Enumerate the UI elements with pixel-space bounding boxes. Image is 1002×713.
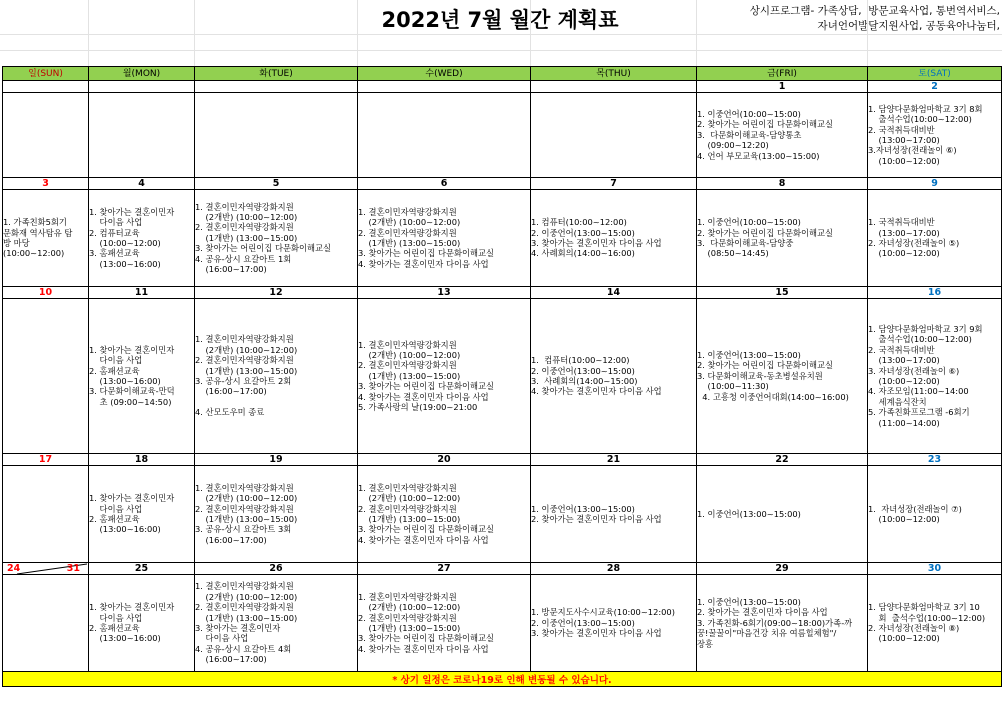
calendar-body <box>3 81 1002 672</box>
events-cell-wed <box>358 575 531 672</box>
event-line: (2개반) (10:00~12:00) <box>195 493 298 504</box>
events-cell-thu <box>531 575 697 672</box>
event-line: 2. 자녀성장(전래놀이 ⑤) <box>868 238 960 248</box>
event-line: (16:00~17:00) <box>195 654 267 665</box>
event-line: 4. 공유-상시 요갈아트 4회 <box>195 643 292 654</box>
date-cell-sat: 16 <box>868 287 1002 299</box>
date-cell-wed: 13 <box>358 287 531 299</box>
event-line: (1개반) (13:00~15:00) <box>358 238 461 248</box>
date-cell-fri: 15 <box>697 287 868 299</box>
event-line: 다이음 사업 <box>89 217 143 228</box>
event-line: 세계음식잔치 <box>868 396 927 407</box>
event-line: 2. 찾아가는 어린이집 다문화이해교실 <box>697 119 834 130</box>
weekday-header-mon: 월(MON) <box>89 67 195 81</box>
event-line: (13:00~17:00) <box>868 135 940 145</box>
event-line: 1. 담양다문화엄마학교 3기 10 <box>868 602 980 613</box>
event-line: (1개반) (13:00~15:00) <box>358 623 461 633</box>
event-line: 1. 이중언어(13:00~15:00) <box>531 503 635 514</box>
events-cell-mon <box>89 466 195 563</box>
event-line: 3. 찾아가는 어린이집 다문화이해교실 <box>358 381 495 392</box>
event-line: 3. 다문화이해교육-만덕 <box>89 386 175 397</box>
date-cell-sat: 23 <box>868 454 1002 466</box>
events-cell-sat <box>868 466 1002 563</box>
event-line: 방 마당 <box>3 238 30 248</box>
event-line: (10:00~12:00) <box>868 633 940 644</box>
events-cell-tue <box>195 93 358 178</box>
event-line: 2. 결혼이민자역량강화지원 <box>358 360 457 371</box>
event-line: 꿍!꿀꿀이"마음건강 치유 여름힐체험"/ <box>697 628 837 639</box>
events-cell-sun <box>3 466 89 563</box>
event-line: 초 (09:00~14:50) <box>89 396 172 407</box>
date-cell-tue: 26 <box>195 563 358 575</box>
event-line: 2. 홈패션교육 <box>89 623 140 633</box>
date-cell-tue <box>195 81 358 93</box>
date-cell-sun: 17 <box>3 454 89 466</box>
weekday-header-sat: 토(SAT) <box>868 67 1002 81</box>
events-cell-tue <box>195 299 358 454</box>
event-line: 2. 결혼이민자역량강화지원 <box>195 355 294 366</box>
event-line: 4. 공유-상시 요갈아트 1회 <box>195 253 292 264</box>
event-line: 3. 다문화이해교육-담양통초 <box>697 129 802 140</box>
weekday-header-fri: 금(FRI) <box>697 67 868 81</box>
event-line: (1개반) (13:00~15:00) <box>195 612 298 623</box>
event-line: 2. 국적취득대비반 <box>868 124 935 135</box>
event-line: 1. 결혼이민자역량강화지원 <box>195 581 294 592</box>
events-cell-mon <box>89 575 195 672</box>
event-line: 2. 홈패션교육 <box>89 514 140 524</box>
event-line: (13:00~17:00) <box>868 355 940 366</box>
event-line: 3. 찾아가는 어린이집 다문화이해교실 <box>358 633 495 644</box>
events-cell-sat <box>868 575 1002 672</box>
event-line: 2. 찾아가는 결혼이민자 다이음 사업 <box>531 514 662 524</box>
event-line: (2개반) (10:00~12:00) <box>358 602 461 613</box>
date-cell-fri: 1 <box>697 81 868 93</box>
events-cell-mon <box>89 190 195 287</box>
events-cell-sat <box>868 299 1002 454</box>
date-cell-sun: 10 <box>3 287 89 299</box>
event-line: 2. 국적취득대비반 <box>868 344 935 355</box>
event-line: (13:00~16:00) <box>89 633 161 644</box>
event-line: 1. 결혼이민자역량강화지원 <box>358 339 457 350</box>
date-cell-sun: 3 <box>3 178 89 190</box>
date-cell-sun <box>3 81 89 93</box>
event-line: 4. 언어 부모교육(13:00~15:00) <box>697 150 820 161</box>
events-cell-tue <box>195 190 358 287</box>
date-cell-mon: 11 <box>89 287 195 299</box>
event-line: 다이음 사업 <box>89 503 143 514</box>
week-1-date-row <box>3 81 1002 93</box>
weekday-header-sun: 일(SUN) <box>3 67 89 81</box>
event-line: 1. 결혼이민자역량강화지원 <box>358 591 457 602</box>
event-line <box>195 397 357 407</box>
week-4-events-row <box>3 466 1002 563</box>
date-cell-tue: 12 <box>195 287 358 299</box>
footer-row <box>3 672 1002 687</box>
date-cell-wed: 27 <box>358 563 531 575</box>
events-cell-sun <box>3 190 89 287</box>
event-line: 4. 산모도우미 종료 <box>195 407 265 418</box>
event-line: (13:00~16:00) <box>89 258 161 269</box>
date-cell-fri: 29 <box>697 563 868 575</box>
date-cell-thu: 14 <box>531 287 697 299</box>
events-cell-thu <box>531 93 697 178</box>
event-line: 3. 사례회의(14:00~15:00) <box>531 376 638 386</box>
event-line: 2. 찾아가는 어린이집 다문화이해교실 <box>697 360 834 371</box>
event-line: 2. 결혼이민자역량강화지원 <box>358 612 457 623</box>
event-line: 2. 홈패션교육 <box>89 365 140 376</box>
event-line: 1. 이중언어(13:00~15:00) <box>697 349 801 360</box>
date-cell-wed <box>358 81 531 93</box>
event-line: 3. 공유-상시 요갈아트 2회 <box>195 376 292 386</box>
weekday-header-thu: 목(THU) <box>531 67 697 81</box>
date-cell-tue: 5 <box>195 178 358 190</box>
event-line: 1. 가족친화5회기 <box>3 217 67 228</box>
event-line: (1개반) (13:00~15:00) <box>195 232 298 243</box>
calendar-table <box>2 66 1002 687</box>
event-line: 3. 찾아가는 어린이집 다문화이해교실 <box>358 248 495 259</box>
date-cell-thu: 7 <box>531 178 697 190</box>
date-cell-fri: 22 <box>697 454 868 466</box>
event-line: 1. 방문지도사수시교육(10:00~12:00) <box>531 607 675 618</box>
event-line: (10:00~12:00) <box>868 514 940 524</box>
event-line: 2. 컴퓨터교육 <box>89 227 140 238</box>
events-cell-tue <box>195 466 358 563</box>
event-line: (08:50~14:45) <box>697 248 769 259</box>
event-line: (10:00~12:00) <box>868 248 940 259</box>
event-line: (10:00~12:00) <box>3 248 65 259</box>
event-line: 3. 찾아가는 어린이집 다문화이해교실 <box>195 243 332 254</box>
events-cell-thu <box>531 190 697 287</box>
event-line: 회 출석수업(10:00~12:00) <box>868 612 986 623</box>
event-line: 2. 결혼이민자역량강화지원 <box>195 503 294 514</box>
event-line: 3.자녀성장(전래놀이 ⑥) <box>868 145 957 156</box>
event-line: 3. 가족친화-6회기(09:00~18:00)가족-까 <box>697 617 853 628</box>
event-line: (1개반) (13:00~15:00) <box>358 514 461 524</box>
event-line: 4. 찾아가는 결혼이민자 다이음 사업 <box>531 386 662 397</box>
weekday-header-wed: 수(WED) <box>358 67 531 81</box>
event-line: 1. 찾아가는 결혼이민자 <box>89 493 175 504</box>
date-cell-wed: 20 <box>358 454 531 466</box>
event-line: 1. 결혼이민자역량강화지원 <box>358 206 457 217</box>
event-line: 4. 자조모임(11:00~14:00 <box>868 386 969 397</box>
event-line: (13:00~16:00) <box>89 376 161 386</box>
event-line: 문화재 역사탐유 탐 <box>3 227 73 238</box>
events-cell-sat <box>868 93 1002 178</box>
event-line: 3. 찾아가는 어린이집 다문화이해교실 <box>358 524 495 535</box>
event-line: (10:00~12:00) <box>89 238 161 248</box>
event-line: (13:00~17:00) <box>868 227 940 238</box>
date-cell-thu: 21 <box>531 454 697 466</box>
event-line: (1개반) (13:00~15:00) <box>195 365 298 376</box>
event-line: 2. 찾아가는 어린이집 다문화이해교실 <box>697 227 834 238</box>
events-cell-thu <box>531 299 697 454</box>
event-line: 출석수업(10:00~12:00) <box>868 114 972 125</box>
event-line: 4. 사례회의(14:00~16:00) <box>531 248 635 259</box>
page-title: 2022년 7월 월간 계획표 <box>381 8 619 32</box>
event-line: (13:00~16:00) <box>89 524 161 535</box>
event-line: 2. 이중언어(13:00~15:00) <box>531 227 635 238</box>
events-cell-wed <box>358 466 531 563</box>
event-line: 1. 국적취득대비반 <box>868 217 935 228</box>
event-line: 1. 찾아가는 결혼이민자 <box>89 206 175 217</box>
event-line: 2. 결혼이민자역량강화지원 <box>358 503 457 514</box>
date-cell-thu <box>531 81 697 93</box>
event-line: (2개반) (10:00~12:00) <box>358 493 461 504</box>
event-line: (10:00~11:30) <box>697 381 769 392</box>
event-line: 다이음 사업 <box>89 612 143 623</box>
event-line: (2개반) (10:00~12:00) <box>195 591 298 602</box>
events-cell-fri <box>697 93 868 178</box>
date-cell-mon: 18 <box>89 454 195 466</box>
events-cell-fri <box>697 299 868 454</box>
event-line: 1. 담양다문화엄마학교 3기 9회 <box>868 323 983 334</box>
event-line: 다이음 사업 <box>195 633 249 644</box>
event-line: 1. 결혼이민자역량강화지원 <box>195 482 294 493</box>
event-line: 3. 자녀성장(전래놀이 ⑥) <box>868 365 960 376</box>
event-line: 5. 가족사랑의 날(19:00~21:00 <box>358 402 478 413</box>
week-2-events-row <box>3 190 1002 287</box>
events-cell-sun <box>3 575 89 672</box>
event-line: (1개반) (13:00~15:00) <box>195 514 298 524</box>
event-line: (2개반) (10:00~12:00) <box>358 217 461 228</box>
event-line: (11:00~14:00) <box>868 417 940 428</box>
week-5-date-row <box>3 563 1002 575</box>
date-cell-thu: 28 <box>531 563 697 575</box>
event-line: 다이음 사업 <box>89 355 143 366</box>
date-cell-mon: 4 <box>89 178 195 190</box>
event-line: 3. 찾아가는 결혼이민자 <box>195 623 281 633</box>
event-line: 3. 홈패션교육 <box>89 248 140 259</box>
event-line: (2개반) (10:00~12:00) <box>195 211 298 222</box>
event-line: 장흥 <box>697 638 714 649</box>
event-line: 3. 다문화이해교육-동초병설유치원 <box>697 370 823 381</box>
event-line: (16:00~17:00) <box>195 386 267 397</box>
events-cell-mon <box>89 299 195 454</box>
event-line: 4. 찾아가는 결혼이민자 다이음 사업 <box>358 258 489 269</box>
event-line: 2. 자녀성장(전래놀이 ⑧) <box>868 623 960 633</box>
event-line: (1개반) (13:00~15:00) <box>358 370 461 381</box>
events-cell-sun <box>3 93 89 178</box>
event-line: (09:00~12:20) <box>697 140 769 151</box>
event-line: 1. 담양다문화엄마학교 3기 8회 <box>868 103 983 114</box>
date-cell-merged-sun <box>3 563 89 575</box>
event-line: 1. 결혼이민자역량강화지원 <box>358 482 457 493</box>
event-line: (10:00~12:00) <box>868 155 940 166</box>
date-number: 31 <box>66 563 80 574</box>
events-cell-fri <box>697 190 868 287</box>
regular-programs-note: 상시프로그램- 가족상담, 방문교육사업, 통번역서비스, 자녀언어발달지원사업, 공동육아나눔터, <box>749 5 1000 32</box>
event-line: 1. 이중언어(13:00~15:00) <box>697 596 801 607</box>
event-line: 5. 가족친화프로그램 -6회기 <box>868 407 970 418</box>
date-cell-mon <box>89 81 195 93</box>
event-line: 2. 결혼이민자역량강화지원 <box>195 602 294 613</box>
footer-notice: * 상기 일정은 코로나19로 인해 변동될 수 있습니다. <box>3 672 1002 687</box>
date-cell-sat: 9 <box>868 178 1002 190</box>
event-line: 1. 컴퓨터(10:00~12:00) <box>531 217 627 228</box>
event-line: 4. 찾아가는 결혼이민자 다이음 사업 <box>358 534 489 545</box>
event-line: 1. 결혼이민자역량강화지원 <box>195 334 294 345</box>
event-line: 1. 결혼이민자역량강화지원 <box>195 201 294 212</box>
event-line: 1. 이중언어(10:00~15:00) <box>697 108 801 119</box>
event-line: (2개반) (10:00~12:00) <box>195 344 298 355</box>
event-line: 3. 공유-상시 요갈아트 3회 <box>195 524 292 535</box>
events-cell-wed <box>358 190 531 287</box>
date-cell-mon: 25 <box>89 563 195 575</box>
event-line: 3. 찾아가는 결혼이민자 다이음 사업 <box>531 238 662 248</box>
event-line: 3. 다문화이해교육-담양중 <box>697 238 794 248</box>
week-5-events-row <box>3 575 1002 672</box>
events-cell-sat <box>868 190 1002 287</box>
date-cell-tue: 19 <box>195 454 358 466</box>
events-cell-fri <box>697 575 868 672</box>
weekday-header-tue: 화(TUE) <box>195 67 358 81</box>
event-line: 3. 찾아가는 결혼이민자 다이음 사업 <box>531 628 662 639</box>
date-cell-sat: 30 <box>868 563 1002 575</box>
week-2-date-row <box>3 178 1002 190</box>
event-line: 2. 결혼이민자역량강화지원 <box>195 222 294 233</box>
week-4-date-row <box>3 454 1002 466</box>
event-line: 2. 이중언어(13:00~15:00) <box>531 617 635 628</box>
event-line: 1. 이중언어(13:00~15:00) <box>697 508 801 519</box>
week-3-events-row <box>3 299 1002 454</box>
event-line: 1. 자녀성장(전래놀이 ⑦) <box>868 503 962 514</box>
event-line: 2. 이중언어(13:00~15:00) <box>531 365 635 376</box>
event-line: 4. 찾아가는 결혼이민자 다이음 사업 <box>358 643 489 654</box>
week-1-events-row <box>3 93 1002 178</box>
events-cell-wed <box>358 299 531 454</box>
event-line: 1. 이중언어(10:00~15:00) <box>697 217 801 228</box>
events-cell-fri <box>697 466 868 563</box>
events-cell-thu <box>531 466 697 563</box>
event-line: 4. 찾아가는 결혼이민자 다이음 사업 <box>358 391 489 402</box>
event-line: (2개반) (10:00~12:00) <box>358 349 461 360</box>
date-cell-sat: 2 <box>868 81 1002 93</box>
date-cell-fri: 8 <box>697 178 868 190</box>
events-cell-wed <box>358 93 531 178</box>
event-line: 2. 결혼이민자역량강화지원 <box>358 227 457 238</box>
weekday-header-row <box>3 67 1002 81</box>
event-line: 2. 찾아가는 결혼이민자 다이음 사업 <box>697 607 828 618</box>
week-3-date-row <box>3 287 1002 299</box>
event-line: 1. 컴퓨터(10:00~12:00) <box>531 355 630 366</box>
event-line: (16:00~17:00) <box>195 534 267 545</box>
events-cell-mon <box>89 93 195 178</box>
event-line: (10:00~12:00) <box>868 376 940 386</box>
events-cell-sun <box>3 299 89 454</box>
date-number: 24 <box>7 563 21 574</box>
date-cell-wed: 6 <box>358 178 531 190</box>
event-line: 1. 찾아가는 결혼이민자 <box>89 602 175 613</box>
event-line: 1. 찾아가는 결혼이민자 <box>89 344 175 355</box>
event-line: 출석수업(10:00~12:00) <box>868 334 972 345</box>
event-line: 4. 고흥청 이중언어대회(14:00~16:00) <box>697 391 849 402</box>
events-cell-tue <box>195 575 358 672</box>
event-line: (16:00~17:00) <box>195 264 267 275</box>
